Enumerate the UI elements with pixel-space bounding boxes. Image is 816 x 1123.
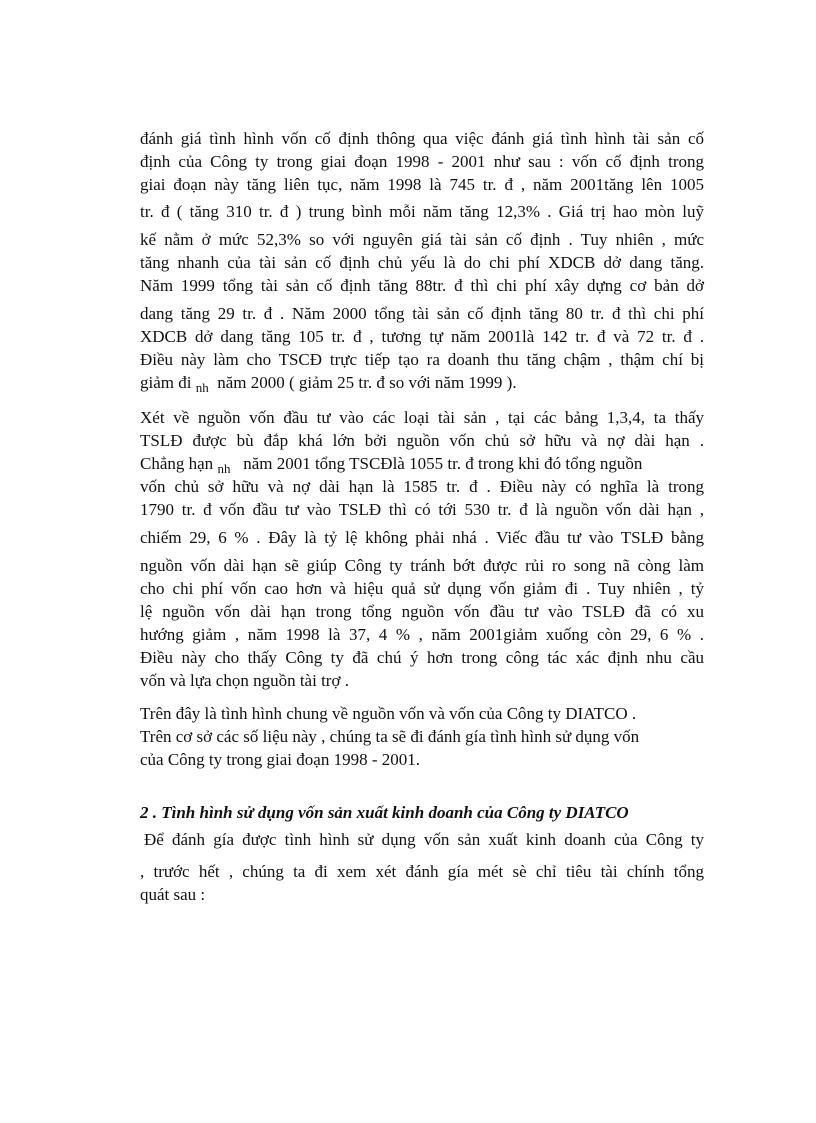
paragraph-2-line-11: Điều này cho thấy Công ty đã chú ý hơn trong công tác xác định nhu cầu bbox=[140, 648, 704, 667]
paragraph-2-line-12: vốn và lựa chọn nguồn tài trợ . bbox=[140, 671, 349, 690]
paragraph-1-line-3: giai đoạn này tăng liên tục, năm 1998 là 745 tr. đ , năm 2001tăng lên 1005 bbox=[140, 175, 704, 194]
paragraph-2-line-9: lệ nguồn vốn dài hạn trong tổng nguồn vốn đầu tư vào TSLĐ đã có xu bbox=[140, 602, 704, 621]
paragraph-2-line-1: Xét về nguồn vốn đầu tư vào các loại tài sản , tại các bảng 1,3,4, ta thấy bbox=[140, 408, 704, 427]
paragraph-4-line-3: quát sau : bbox=[140, 885, 206, 904]
paragraph-2-line-6: chiếm 29, 6 % . Đây là tỷ lệ không phải nhá . Viếc đầu tư vào TSLĐ bằng bbox=[140, 528, 704, 547]
paragraph-1-line-7: Năm 1999 tổng tài sản cố định tăng 88tr. đ thì chi phí xây dựng cơ bản dở bbox=[140, 276, 704, 295]
paragraph-2-line-5: 1790 tr. đ vốn đầu tư vào TSLĐ thì có tới 530 tr. đ là nguồn vốn dài hạn , bbox=[140, 500, 704, 519]
line-3-text-a: Chẳng hạn bbox=[140, 454, 214, 473]
paragraph-2-line-8: cho chi phí vốn cao hơn và hiệu quả sử dụng vốn giảm đi . Tuy nhiên , tỷ bbox=[140, 579, 704, 598]
paragraph-1-line-9: XDCB dở dang tăng 105 tr. đ , tương tự năm 2001là 142 tr. đ và 72 tr. đ . bbox=[140, 327, 704, 346]
paragraph-1-line-4: tr. đ ( tăng 310 tr. đ ) trung bình mỗi năm tăng 12,3% . Giá trị hao mòn luỹ bbox=[140, 202, 704, 221]
paragraph-3-line-3: của Công ty trong giai đoạn 1998 - 2001. bbox=[140, 750, 420, 769]
paragraph-1-line-8: dang tăng 29 tr. đ . Năm 2000 tổng tài sản cố định tăng 80 tr. đ thì chi phí bbox=[140, 304, 704, 323]
paragraph-4-line-1: Để đánh gía được tình hình sử dụng vốn sản xuất kinh doanh của Công ty bbox=[144, 830, 704, 849]
paragraph-1-line-10: Điều này làm cho TSCĐ trực tiếp tạo ra doanh thu tăng chậm , thậm chí bị bbox=[140, 350, 704, 369]
line-11-subscript: nh bbox=[195, 380, 209, 395]
line-3-text-b: năm 2001 tổng TSCĐlà 1055 tr. đ trong khi đó tổng nguồn bbox=[243, 454, 643, 473]
paragraph-2-line-10: hướng giảm , năm 1998 là 37, 4 % , năm 2001giảm xuống còn 29, 6 % . bbox=[140, 625, 704, 644]
paragraph-2-line-4: vốn chủ sở hữu và nợ dài hạn là 1585 tr. đ . Điều này có nghĩa là trong bbox=[140, 477, 704, 496]
paragraph-1-line-2: định của Công ty trong giai đoạn 1998 - 2001 như sau : vốn cố định trong bbox=[140, 152, 704, 171]
section-heading: 2 . Tình hình sử dụng vốn sản xuất kinh doanh của Công ty DIATCO bbox=[140, 803, 629, 822]
line-11-text-a: giảm đi bbox=[140, 373, 192, 392]
paragraph-3-line-1: Trên đây là tình hình chung về nguồn vốn và vốn của Công ty DIATCO . bbox=[140, 704, 637, 723]
line-11-text-b: năm 2000 ( giảm 25 tr. đ so với năm 1999 ). bbox=[217, 373, 517, 392]
paragraph-3-line-2: Trên cơ sở các số liệu này , chúng ta sẽ đi đánh gía tình hình sử dụng vốn bbox=[140, 727, 640, 746]
paragraph-1-line-6: tăng nhanh của tài sản cố định chủ yếu là do chi phí XDCB dở dang tăng. bbox=[140, 253, 704, 272]
paragraph-1-line-11 bbox=[140, 372, 704, 399]
paragraph-1-line-5: kế nằm ở mức 52,3% so với nguyên giá tài sản cố định . Tuy nhiên , mức bbox=[140, 230, 704, 249]
paragraph-1-line-1: đánh giá tình hình vốn cố định thông qua việc đánh giá tình hình tài sản cố bbox=[140, 129, 704, 148]
paragraph-4-line-2: , trước hết , chúng ta đi xem xét đánh gía mét sè chỉ tiêu tài chính tổng bbox=[140, 862, 704, 881]
paragraph-2-line-2: TSLĐ được bù đắp khá lớn bởi nguồn vốn chủ sở hữu và nợ dài hạn . bbox=[140, 431, 704, 450]
line-3-subscript: nh bbox=[217, 461, 231, 476]
paragraph-2-line-7: nguồn vốn dài hạn sẽ giúp Công ty tránh bớt được rủi ro song nã còng làm bbox=[140, 556, 704, 575]
